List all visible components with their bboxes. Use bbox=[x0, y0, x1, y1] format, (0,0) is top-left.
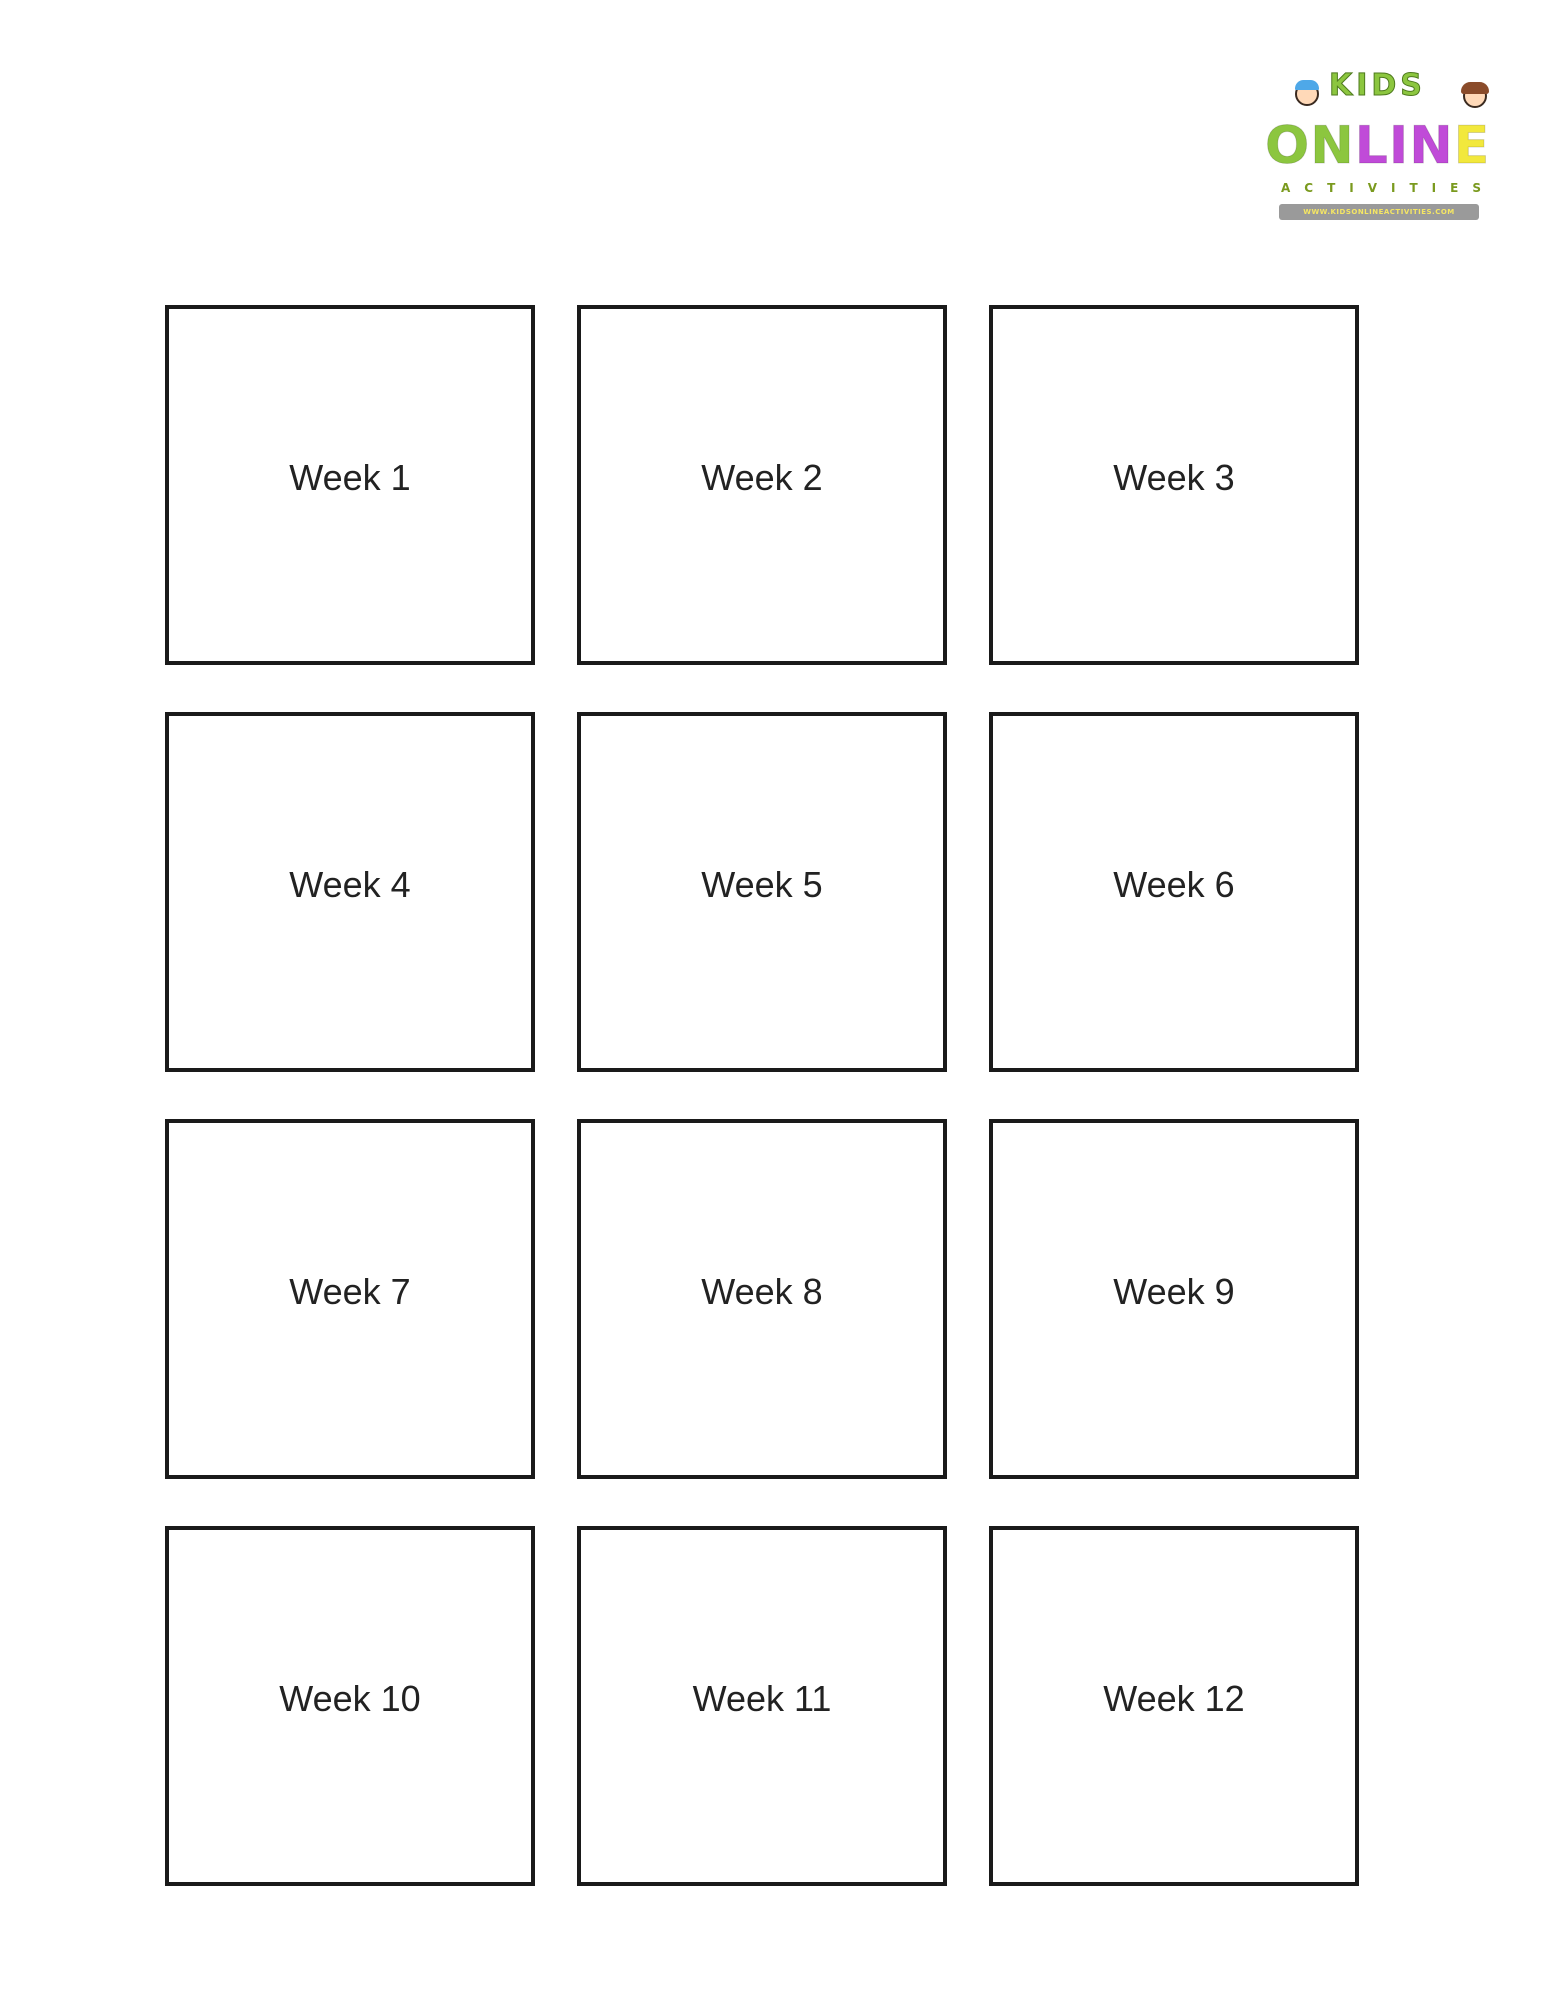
week-grid bbox=[165, 305, 1359, 1886]
week-label: Week 7 bbox=[289, 1271, 411, 1312]
week-label: Week 11 bbox=[692, 1678, 832, 1719]
week-box bbox=[165, 305, 535, 665]
logo-online-letter: I bbox=[1388, 116, 1410, 176]
week-label: Week 6 bbox=[1113, 864, 1235, 905]
week-box bbox=[165, 712, 535, 1072]
logo-kids-row bbox=[1295, 68, 1495, 108]
week-box bbox=[577, 1526, 947, 1886]
logo-online-letter: N bbox=[1409, 116, 1454, 176]
week-box bbox=[165, 1526, 535, 1886]
week-label: Week 2 bbox=[701, 457, 823, 498]
week-label: Week 1 bbox=[289, 457, 411, 498]
week-label: Week 8 bbox=[701, 1271, 823, 1312]
week-box bbox=[577, 305, 947, 665]
week-box bbox=[577, 1119, 947, 1479]
logo-url: WWW.KIDSONLINEACTIVITIES.COM bbox=[1279, 204, 1479, 220]
week-label: Week 3 bbox=[1113, 457, 1235, 498]
week-box bbox=[577, 712, 947, 1072]
girl-face-icon bbox=[1463, 84, 1487, 108]
week-box bbox=[989, 305, 1359, 665]
week-box bbox=[165, 1119, 535, 1479]
brand-logo bbox=[1265, 68, 1495, 233]
week-box bbox=[989, 1119, 1359, 1479]
logo-online-letter: E bbox=[1453, 116, 1491, 176]
week-label: Week 4 bbox=[289, 864, 411, 905]
logo-online-text bbox=[1265, 118, 1490, 174]
week-label: Week 5 bbox=[701, 864, 823, 905]
logo-online-letter: L bbox=[1354, 116, 1389, 176]
week-label: Week 9 bbox=[1113, 1271, 1235, 1312]
logo-activities-text: ACTIVITIES bbox=[1281, 181, 1495, 195]
logo-online-letter: N bbox=[1310, 116, 1355, 176]
logo-kids-text: KIDS bbox=[1329, 68, 1426, 103]
week-label: Week 12 bbox=[1103, 1678, 1245, 1719]
week-label: Week 10 bbox=[279, 1678, 421, 1719]
week-box bbox=[989, 712, 1359, 1072]
logo-online-letter: O bbox=[1265, 116, 1311, 176]
boy-face-icon bbox=[1295, 82, 1319, 106]
week-box bbox=[989, 1526, 1359, 1886]
